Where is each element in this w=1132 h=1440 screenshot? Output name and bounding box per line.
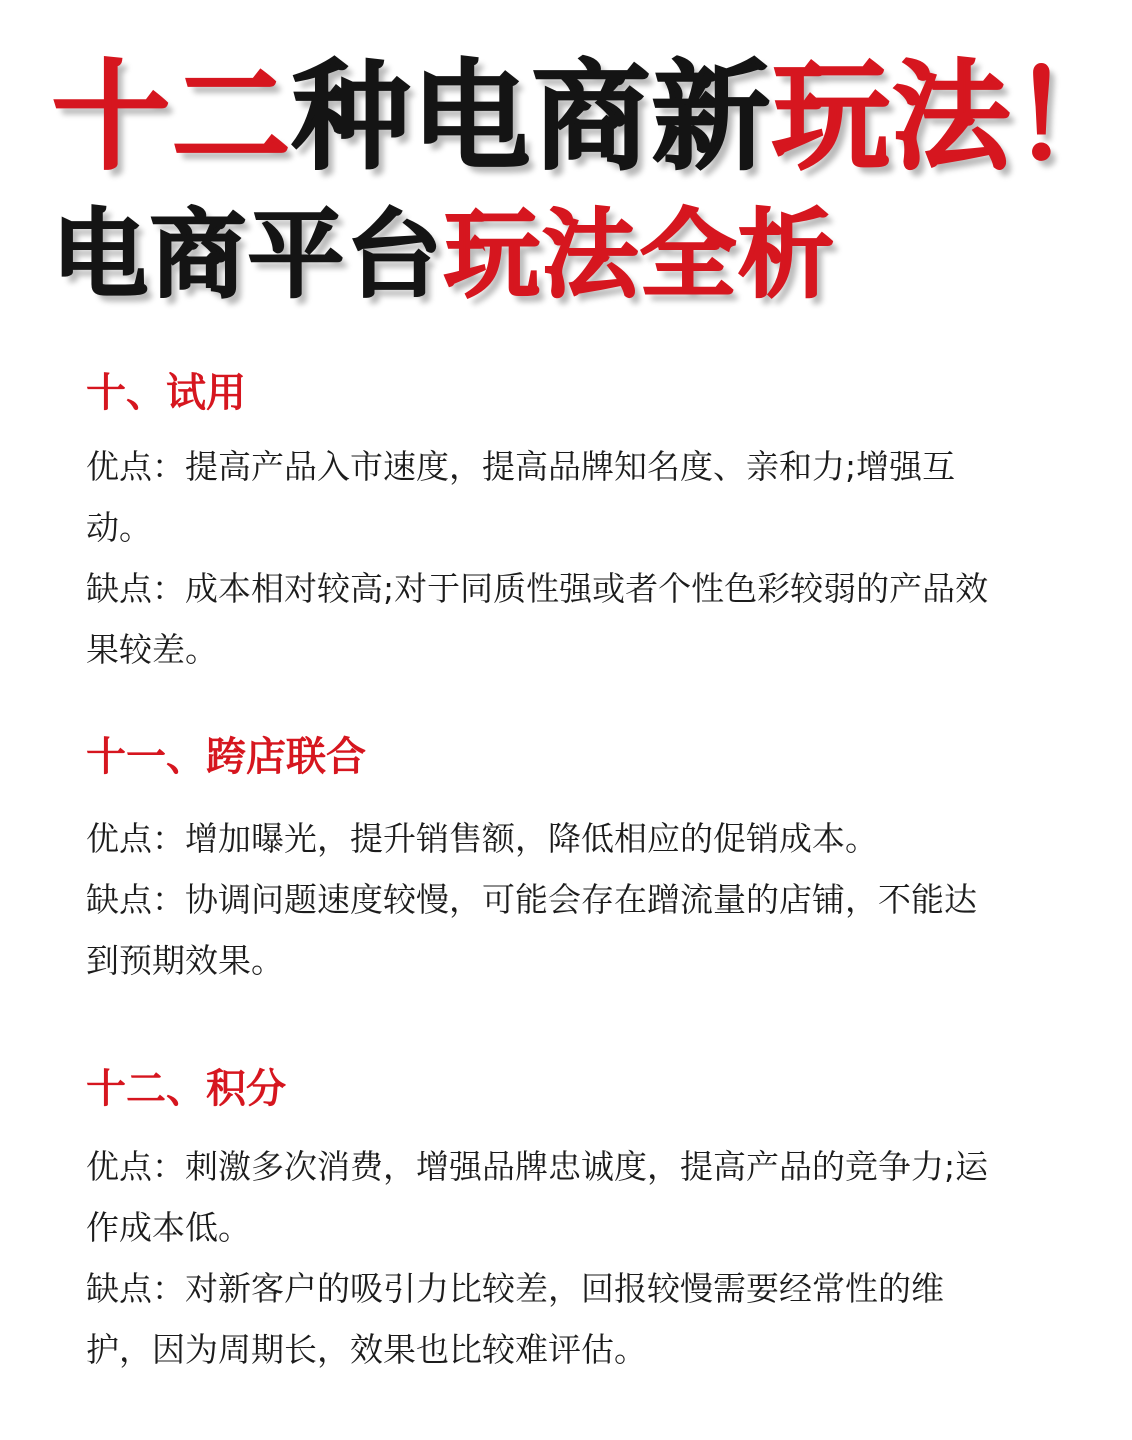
section-heading-trial: 十、试用 bbox=[86, 370, 246, 416]
pros-text: 优点：增加曝光，提升销售额，降低相应的促销成本。 bbox=[86, 819, 878, 858]
section-body-points bbox=[86, 1136, 996, 1380]
section-body-cross-store bbox=[86, 808, 996, 991]
main-title bbox=[52, 48, 1132, 186]
pros-text: 优点：提高产品入市速度，提高品牌知名度、亲和力;增强互动。 bbox=[86, 447, 956, 547]
section-body-trial bbox=[86, 436, 996, 680]
main-title-middle: 种电商新 bbox=[292, 48, 773, 186]
cons-text: 缺点：协调问题速度较慢，可能会存在蹭流量的店铺，不能达到预期效果。 bbox=[86, 880, 977, 980]
subtitle-start: 电商平台 bbox=[52, 199, 444, 311]
subtitle bbox=[52, 200, 836, 310]
main-title-highlight-end: 玩法！ bbox=[772, 48, 1132, 186]
section-heading-points: 十二、积分 bbox=[86, 1066, 286, 1112]
cons-text: 缺点：成本相对较高;对于同质性强或者个性色彩较弱的产品效果较差。 bbox=[86, 569, 989, 669]
pros-text: 优点：刺激多次消费，增强品牌忠诚度，提高产品的竞争力;运作成本低。 bbox=[86, 1147, 989, 1247]
subtitle-highlight: 玩法全析 bbox=[444, 199, 836, 311]
section-heading-cross-store: 十一、跨店联合 bbox=[86, 734, 366, 780]
cons-text: 缺点：对新客户的吸引力比较差，回报较慢需要经常性的维护，因为周期长，效果也比较难评估。 bbox=[86, 1269, 944, 1369]
main-title-highlight-number: 十二 bbox=[52, 48, 293, 186]
